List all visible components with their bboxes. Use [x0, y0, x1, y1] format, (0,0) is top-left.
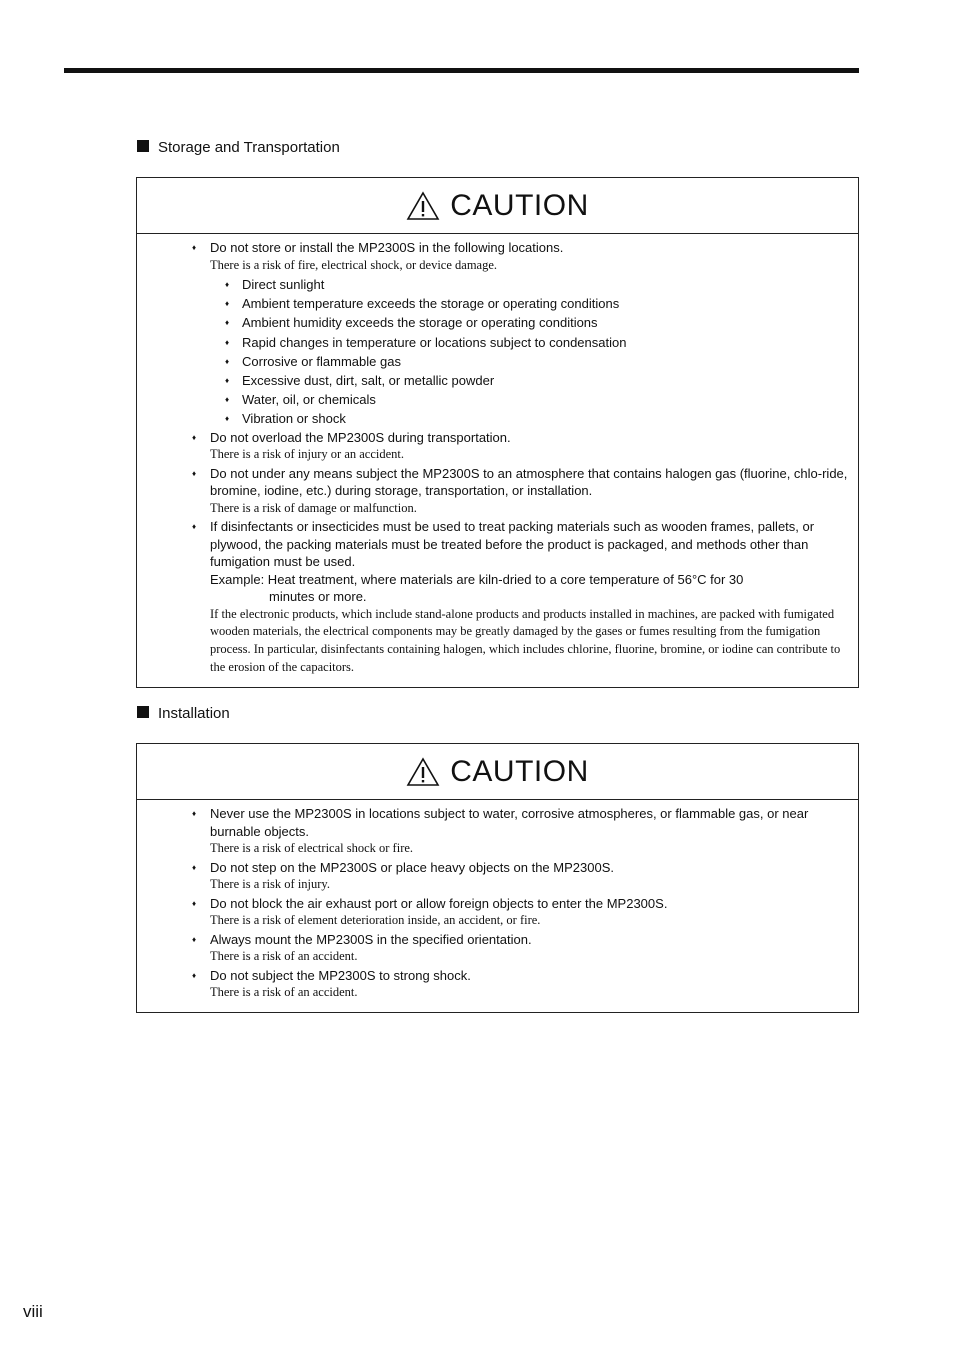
list-item — [192, 967, 850, 1002]
item-risk: There is a risk of fire, electrical shock, or device damage. — [210, 257, 498, 272]
item-example: Example: Heat treatment, where materials are kiln-dried to a core temperature of 56°C for 30 — [210, 571, 744, 587]
item-note: If the electronic products, which include stand-alone products and products installed in machines, are packed with fumigated wooden materials, the electrical components may be greatly damaged by the gases or fumes resulting from the fumigation process. In particular, disinfectants containing halogen, which includes chlorine, fluorine, bromine, or iodine can contribute to the erosion of the capacitors. — [210, 606, 841, 674]
list-item — [192, 895, 850, 930]
caution-body — [137, 234, 858, 684]
diamond-bullet-icon: ♦ — [225, 376, 230, 386]
section-heading-storage — [137, 139, 340, 156]
item-text: Do not step on the MP2300S or place heavy objects on the MP2300S. — [210, 859, 614, 875]
diamond-bullet-icon: ♦ — [192, 432, 197, 442]
caution-title: CAUTION — [450, 754, 589, 788]
diamond-bullet-icon: ♦ — [225, 337, 230, 347]
item-risk: There is a risk of injury. — [210, 877, 330, 891]
sub-list-item — [225, 371, 850, 390]
sub-list-item — [225, 333, 850, 352]
section-heading-text: Storage and Transportation — [158, 139, 340, 156]
diamond-bullet-icon: ♦ — [192, 970, 197, 980]
caution-box-storage — [136, 177, 859, 688]
sub-list-item — [225, 275, 850, 294]
sub-list-item — [225, 294, 850, 313]
diamond-bullet-icon: ♦ — [225, 414, 230, 424]
black-square-icon — [137, 706, 149, 718]
sub-item-text: Rapid changes in temperature or locations subject to condensation — [242, 334, 627, 350]
diamond-bullet-icon: ♦ — [192, 898, 197, 908]
item-text: Do not subject the MP2300S to strong shock. — [210, 967, 471, 983]
caution-header — [137, 744, 858, 800]
item-text: Always mount the MP2300S in the specified orientation. — [210, 931, 532, 947]
sub-item-text: Excessive dust, dirt, salt, or metallic powder — [242, 373, 495, 389]
sub-list — [225, 275, 850, 429]
item-risk: There is a risk of damage or malfunction. — [210, 500, 417, 515]
top-rule — [64, 68, 859, 73]
diamond-bullet-icon: ♦ — [192, 809, 197, 818]
item-text: Do not overload the MP2300S during transportation. — [210, 429, 511, 445]
item-risk: There is a risk of electrical shock or fire. — [210, 841, 414, 855]
item-text: Do not under any means subject the MP2300S to an atmosphere that contains halogen gas (fluorine, chlo-ride, bromine, iodine, etc.) during storage, transportation, or installation. — [210, 465, 848, 499]
sub-list-item — [225, 313, 850, 332]
list-item — [192, 518, 850, 676]
sub-item-text: Water, oil, or chemicals — [242, 392, 376, 408]
diamond-bullet-icon: ♦ — [225, 299, 230, 309]
caution-body — [137, 800, 858, 1011]
list-item — [192, 931, 850, 966]
list-item — [192, 805, 850, 858]
diamond-bullet-icon: ♦ — [192, 468, 197, 478]
item-text: If disinfectants or insecticides must be used to treat packing materials such as wooden frames, pallets, or plywood, the packing materials must be treated before the product is packaged, and methods other than fumigation must be used. — [210, 519, 815, 570]
sub-item-text: Direct sunlight — [242, 277, 325, 292]
sub-list-item — [225, 390, 850, 409]
item-risk: There is a risk of an accident. — [210, 985, 358, 999]
diamond-bullet-icon: ♦ — [192, 934, 197, 944]
diamond-bullet-icon: ♦ — [192, 243, 197, 252]
caution-header — [137, 178, 858, 234]
sub-item-text: Ambient temperature exceeds the storage or operating conditions — [242, 296, 620, 312]
black-square-icon — [137, 140, 149, 152]
diamond-bullet-icon: ♦ — [192, 862, 197, 872]
item-text: Never use the MP2300S in locations subject to water, corrosive atmospheres, or flammable gas, or near burnable objects. — [210, 806, 809, 839]
diamond-bullet-icon: ♦ — [225, 395, 230, 405]
section-heading-text: Installation — [158, 705, 230, 722]
list-item — [192, 465, 850, 518]
item-risk: There is a risk of element deterioration inside, an accident, or fire. — [210, 913, 541, 927]
list-item — [192, 429, 850, 464]
item-text: Do not store or install the MP2300S in the following locations. — [210, 240, 564, 255]
item-risk: There is a risk of injury or an accident. — [210, 447, 405, 462]
item-example-continued: minutes or more. — [269, 589, 367, 605]
item-risk: There is a risk of an accident. — [210, 949, 358, 963]
list-item — [192, 239, 850, 429]
caution-title: CAUTION — [450, 188, 589, 222]
sub-item-text: Corrosive or flammable gas — [242, 353, 401, 369]
section-heading-installation — [137, 705, 230, 722]
caution-box-installation — [136, 743, 859, 1013]
diamond-bullet-icon: ♦ — [192, 522, 197, 532]
list-item — [192, 859, 850, 894]
diamond-bullet-icon: ♦ — [225, 280, 230, 289]
diamond-bullet-icon: ♦ — [225, 356, 230, 366]
sub-list-item — [225, 352, 850, 371]
diamond-bullet-icon: ♦ — [225, 318, 230, 328]
warning-triangle-icon — [406, 191, 440, 221]
warning-triangle-icon — [406, 757, 440, 787]
page-number: viii — [23, 1302, 43, 1321]
sub-list-item — [225, 409, 850, 428]
sub-item-text: Vibration or shock — [242, 411, 346, 427]
item-text: Do not block the air exhaust port or allow foreign objects to enter the MP2300S. — [210, 895, 668, 911]
sub-item-text: Ambient humidity exceeds the storage or operating conditions — [242, 315, 598, 331]
